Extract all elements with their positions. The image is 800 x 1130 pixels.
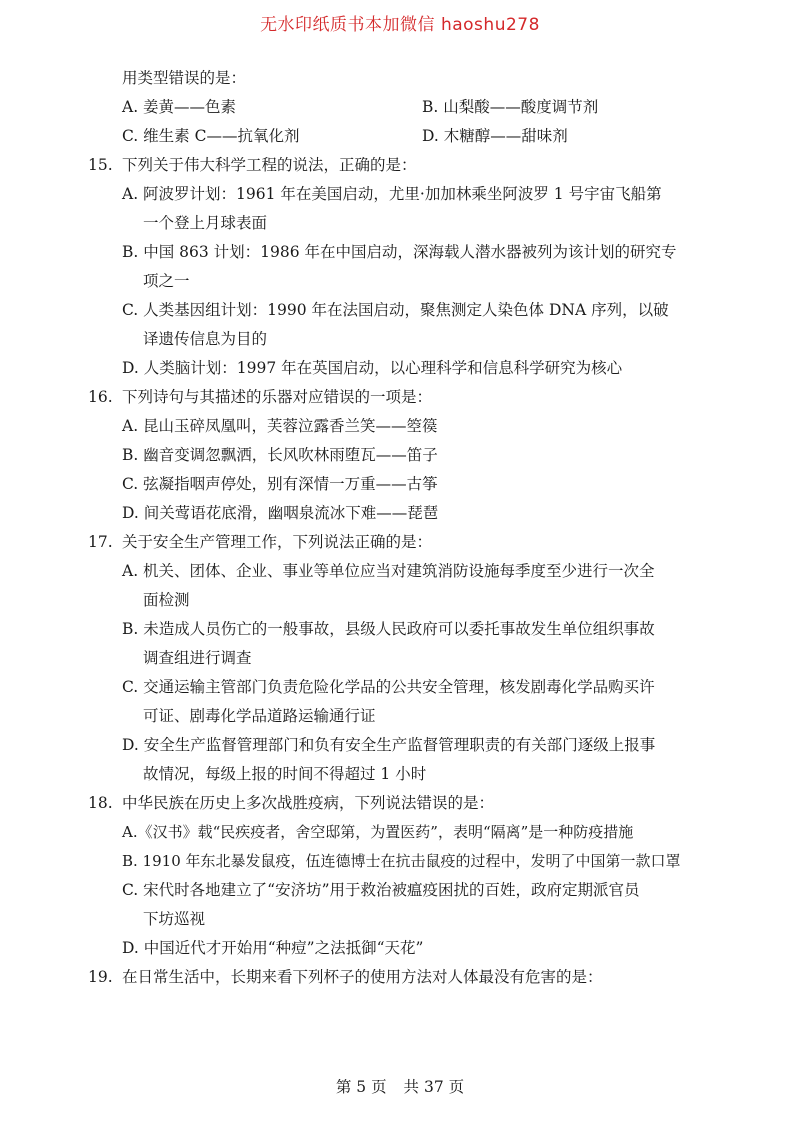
q14-options-row-1 (88, 93, 728, 122)
q18-stem: 中华民族在历史上多次战胜疫病，下列说法错误的是： (122, 794, 495, 812)
q18-stem-line (88, 789, 728, 818)
q16-option-c: C. 弦凝指咽声停处，别有深情一万重——古筝 (122, 475, 438, 493)
q15-option-b-line-2: 项之一 (143, 272, 190, 290)
page-number: 第 5 页 (335, 1078, 387, 1096)
q18-option-a: A.《汉书》载“民疾疫者，舍空邸第，为置医药”，表明“隔离”是一种防疫措施 (122, 823, 634, 841)
q14-option-c: C. 维生素 C——抗氧化剂 (122, 127, 300, 145)
page-footer (0, 1075, 800, 1097)
q14-stem-tail: 用类型错误的是： (122, 69, 247, 87)
q19-stem: 在日常生活中，长期来看下列杯子的使用方法对人体最没有危害的是： (122, 968, 603, 986)
q18-option-c-line-2: 下坊巡视 (143, 910, 206, 928)
q15-option-c-line-2: 译遗传信息为目的 (143, 330, 268, 348)
q15-stem-line (88, 151, 728, 180)
q17-option-a-line-1: A. 机关、团体、企业、事业等单位应当对建筑消防设施每季度至少进行一次全 (122, 562, 655, 580)
q14-options-row-2 (88, 122, 728, 151)
watermark-text: 无水印纸质书本加微信 haoshu278 (260, 15, 540, 35)
page-total: 共 37 页 (403, 1078, 465, 1096)
q17-stem: 关于安全生产管理工作，下列说法正确的是： (122, 533, 433, 551)
q18-number: 18. (88, 794, 113, 812)
q15-stem: 下列关于伟大科学工程的说法，正确的是： (122, 156, 417, 174)
q14-option-a: A. 姜黄——色素 (122, 98, 237, 116)
q17-stem-line (88, 528, 728, 557)
q17-option-a-line-2: 面检测 (143, 591, 190, 609)
q16-stem-line (88, 383, 728, 412)
q17-option-d-line-1: D. 安全生产监督管理部门和负有安全生产监督管理职责的有关部门逐级上报事 (122, 736, 656, 754)
q15-option-a-line-2: 一个登上月球表面 (143, 214, 268, 232)
question-content (88, 64, 728, 992)
q14-option-b: B. 山梨酸——酸度调节剂 (422, 98, 599, 116)
q16-stem: 下列诗句与其描述的乐器对应错误的一项是： (122, 388, 433, 406)
q18-option-c-line-1: C. 宋代时各地建立了“安济坊”用于救治被瘟疫困扰的百姓，政府定期派官员 (122, 881, 640, 899)
q17-option-c-line-1: C. 交通运输主管部门负责危险化学品的公共安全管理，核发剧毒化学品购买许 (122, 678, 655, 696)
q15-number: 15. (88, 156, 113, 174)
q14-option-d: D. 木糖醇——甜味剂 (422, 127, 568, 145)
q17-option-b-line-2: 调查组进行调查 (143, 649, 252, 667)
q15-option-d: D. 人类脑计划：1997 年在英国启动，以心理科学和信息科学研究为核心 (122, 359, 623, 377)
q15-option-b-line-1: B. 中国 863 计划：1986 年在中国启动，深海载人潜水器被列为该计划的研究专 (122, 243, 677, 261)
q17-option-d-line-2: 故情况，每级上报的时间不得超过 1 小时 (143, 765, 427, 783)
q17-number: 17. (88, 533, 113, 551)
q17-option-b-line-1: B. 未造成人员伤亡的一般事故，县级人民政府可以委托事故发生单位组织事故 (122, 620, 655, 638)
q16-option-a: A. 昆山玉碎凤凰叫，芙蓉泣露香兰笑——箜篌 (122, 417, 438, 435)
q18-option-d: D. 中国近代才开始用“种痘”之法抵御“天花” (122, 939, 424, 957)
q19-stem-line (88, 963, 728, 992)
q19-number: 19. (88, 968, 113, 986)
q15-option-c-line-1: C. 人类基因组计划：1990 年在法国启动，聚焦测定人染色体 DNA 序列，以破 (122, 301, 669, 319)
q16-option-d: D. 间关莺语花底滑，幽咽泉流冰下难——琵琶 (122, 504, 439, 522)
q16-number: 16. (88, 388, 113, 406)
q16-option-b: B. 幽音变调忽飘洒，长风吹林雨堕瓦——笛子 (122, 446, 438, 464)
q15-option-a-line-1: A. 阿波罗计划：1961 年在美国启动，尤里·加加林乘坐阿波罗 1 号宇宙飞船第 (122, 185, 662, 203)
q17-option-c-line-2: 可证、剧毒化学品道路运输通行证 (143, 707, 376, 725)
q18-option-b: B. 1910 年东北暴发鼠疫，伍连德博士在抗击鼠疫的过程中，发明了中国第一款口罩 (122, 852, 681, 870)
